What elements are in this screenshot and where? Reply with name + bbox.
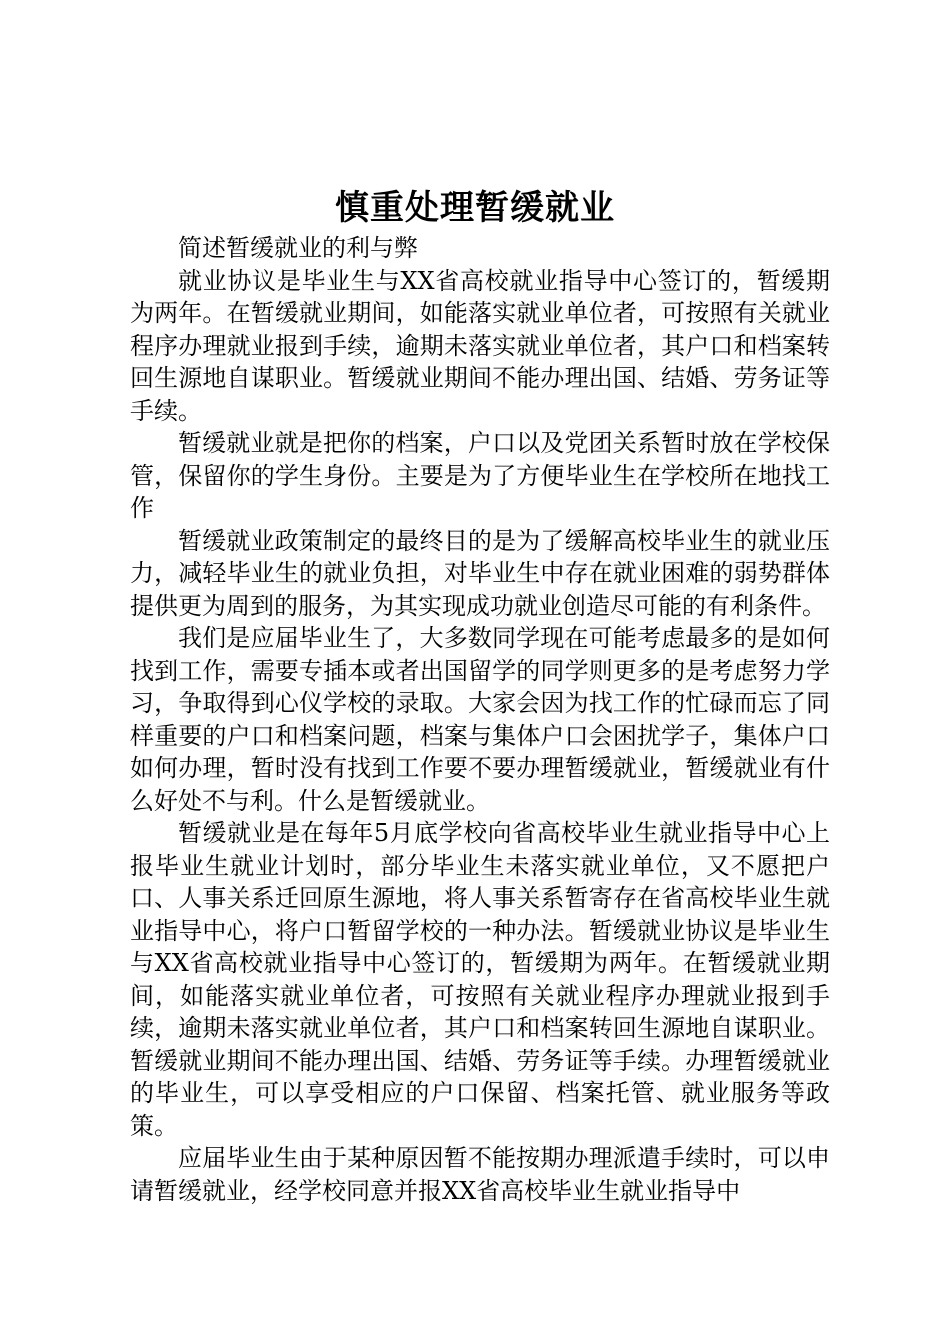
document-body: [130, 232, 830, 1207]
paragraph: 就业协议是毕业生与XX省高校就业指导中心签订的，暂缓期为两年。在暂缓就业期间，如能落实就业单位者，可按照有关就业程序办理就业报到手续，逾期未落实就业单位者，其户口和档案转回生源地自谋职业。暂缓就业期间不能办理出国、结婚、劳务证等手续。: [130, 266, 830, 425]
paragraph: 暂缓就业政策制定的最终目的是为了缓解高校毕业生的就业压力，减轻毕业生的就业负担，对毕业生中存在就业困难的弱势群体提供更为周到的服务，为其实现成功就业创造尽可能的有利条件。: [130, 526, 830, 620]
paragraph: 我们是应届毕业生了，大多数同学现在可能考虑最多的是如何找到工作，需要专插本或者出国留学的同学则更多的是考虑努力学习，争取得到心仪学校的录取。大家会因为找工作的忙碌而忘了同样重要的户口和档案问题，档案与集体户口会困扰学子，集体户口如何办理，暂时没有找到工作要不要办理暂缓就业，暂缓就业有什么好处不与利。什么是暂缓就业。: [130, 624, 830, 815]
paragraph: 暂缓就业就是把你的档案，户口以及党团关系暂时放在学校保管，保留你的学生身份。主要是为了方便毕业生在学校所在地找工作: [130, 429, 830, 522]
document-title: 慎重处理暂缓就业: [335, 188, 615, 228]
paragraph: 暂缓就业是在每年5月底学校向省高校毕业生就业指导中心上报毕业生就业计划时，部分毕业生未落实就业单位，又不愿把户口、人事关系迁回原生源地，将人事关系暂寄存在省高校毕业生就业指导中心，将户口暂留学校的一种办法。暂缓就业协议是毕业生与XX省高校就业指导中心签订的，暂缓期为两年。在暂缓就业期间，如能落实就业单位者，可按照有关就业程序办理就业报到手续，逾期未落实就业单位者，其户口和档案转回生源地自谋职业。暂缓就业期间不能办理出国、结婚、劳务证等手续。办理暂缓就业的毕业生，可以享受相应的户口保留、档案托管、就业服务等政策。: [130, 819, 830, 1140]
document-subtitle: 简述暂缓就业的利与弊: [178, 234, 418, 262]
paragraph: 应届毕业生由于某种原因暂不能按期办理派遣手续时，可以申请暂缓就业，经学校同意并报XX省高校毕业生就业指导中: [130, 1144, 830, 1205]
